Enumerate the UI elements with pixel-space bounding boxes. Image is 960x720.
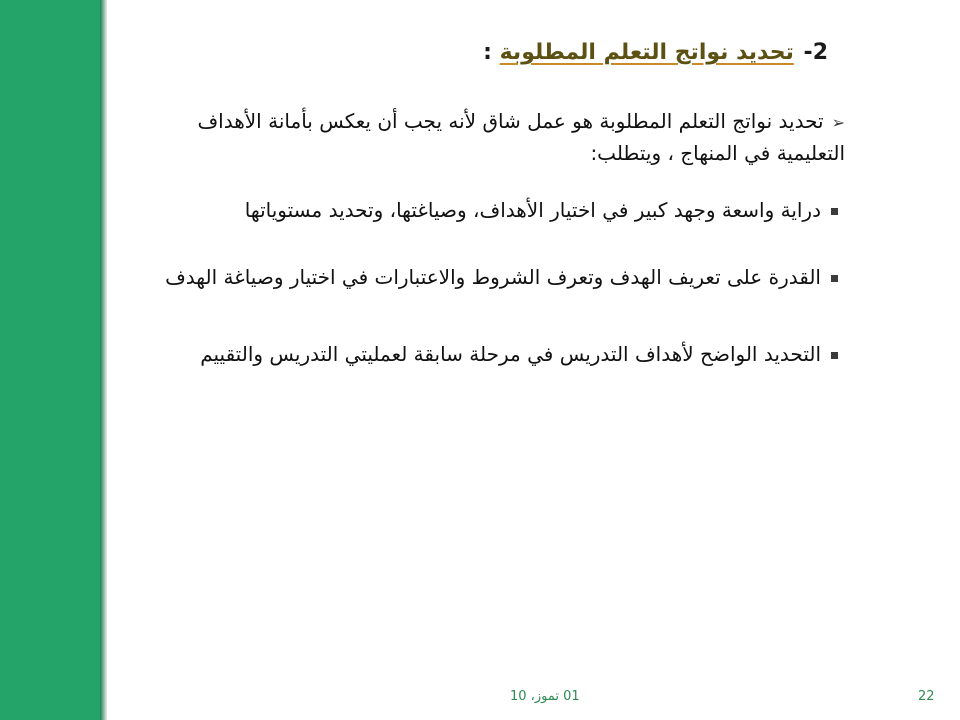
bullet-item bbox=[200, 342, 838, 366]
intro-paragraph bbox=[145, 106, 845, 168]
square-bullet-icon bbox=[831, 208, 838, 215]
bullet-text: دراية واسعة وجهد كبير في اختيار الأهداف، وصياغتها، وتحديد مستوياتها bbox=[244, 198, 821, 222]
bullet-item bbox=[165, 265, 838, 289]
title-text: تحديد نواتج التعلم المطلوبة bbox=[499, 40, 794, 65]
intro-text: تحديد نواتج التعلم المطلوبة هو عمل شاق لأنه يجب أن يعكس بأمانة الأهداف التعليمية في المنهاج ، ويتطلب: bbox=[197, 109, 845, 165]
bullet-text: القدرة على تعريف الهدف وتعرف الشروط والاعتبارات في اختيار وصياغة الهدف bbox=[165, 265, 821, 289]
bullet-text: التحديد الواضح لأهداف التدريس في مرحلة سابقة لعمليتي التدريس والتقييم bbox=[200, 342, 821, 366]
footer-date: 01 تموز، 10 bbox=[510, 689, 580, 704]
square-bullet-icon bbox=[831, 275, 838, 282]
arrow-bullet-icon: ➢ bbox=[831, 113, 845, 132]
bullet-item bbox=[245, 198, 838, 222]
title-colon: : bbox=[483, 40, 492, 65]
sidebar-shadow bbox=[100, 0, 107, 720]
sidebar-band bbox=[0, 0, 100, 720]
slide-title bbox=[483, 40, 828, 65]
page-number: 22 bbox=[918, 689, 935, 704]
square-bullet-icon bbox=[831, 352, 838, 359]
title-number: 2- bbox=[803, 40, 828, 65]
